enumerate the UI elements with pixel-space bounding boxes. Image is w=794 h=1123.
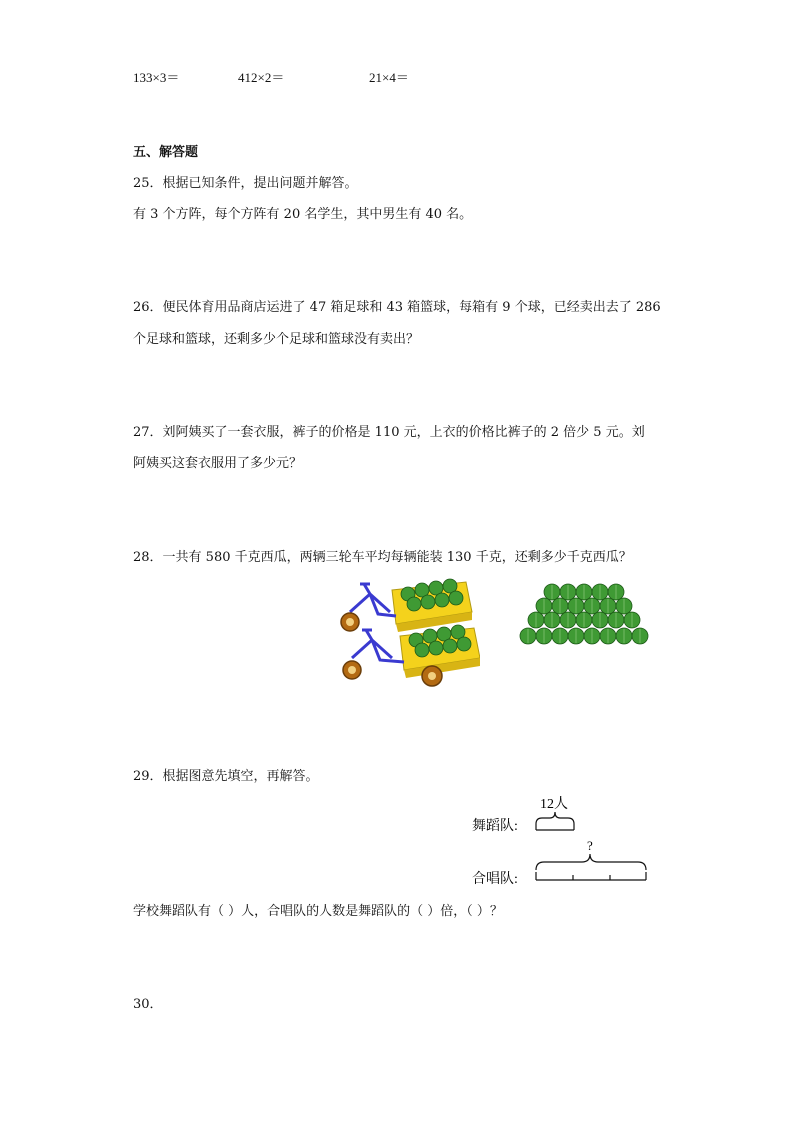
calc-21x4: 21×4＝ — [369, 70, 409, 85]
section-title: 五、解答题 — [133, 145, 199, 160]
q29-line1: 29．根据图意先填空，再解答。 — [133, 769, 319, 784]
q26-line2: 个足球和篮球，还剩多少个足球和篮球没有卖出？ — [133, 332, 420, 347]
q28-line1: 28．一共有 580 千克西瓜，两辆三轮车平均每辆能装 130 千克，还剩多少千克西瓜？ — [133, 550, 632, 565]
calc-133x3: 133×3＝ — [133, 70, 180, 85]
dance-team-label: 舞蹈队: — [472, 819, 518, 834]
dance-count-label: 12人 — [540, 797, 568, 812]
dance-brace — [536, 812, 574, 824]
tricycle-upper — [341, 579, 472, 632]
q27-line1: 27．刘阿姨买了一套衣服，裤子的价格是 110 元，上衣的价格比裤子的 2 倍少 5 元。刘 — [133, 425, 645, 440]
choir-brace — [536, 854, 646, 870]
q30-line1: 30． — [133, 997, 163, 1012]
tricycle-lower — [343, 625, 480, 686]
choir-team-label: 合唱队: — [472, 872, 518, 887]
segment-diagram — [470, 790, 660, 890]
q29-line2: 学校舞蹈队有（ ）人，合唱队的人数是舞蹈队的（ ）倍，（ ）？ — [133, 904, 503, 919]
watermelon-pile-image — [518, 582, 654, 652]
q25-line2: 有 3 个方阵，每个方阵有 20 名学生，其中男生有 40 名。 — [133, 207, 473, 222]
q25-line1: 25．根据已知条件，提出问题并解答。 — [133, 176, 358, 191]
question-mark-label: ? — [587, 838, 593, 853]
tricycles-watermelon-image — [330, 572, 480, 692]
q27-line2: 阿姨买这套衣服用了多少元？ — [133, 456, 303, 471]
q26-line1: 26．便民体育用品商店运进了 47 箱足球和 43 箱篮球，每箱有 9 个球，已经卖出去了 286 — [133, 300, 661, 315]
calc-412x2: 412×2＝ — [238, 70, 285, 85]
